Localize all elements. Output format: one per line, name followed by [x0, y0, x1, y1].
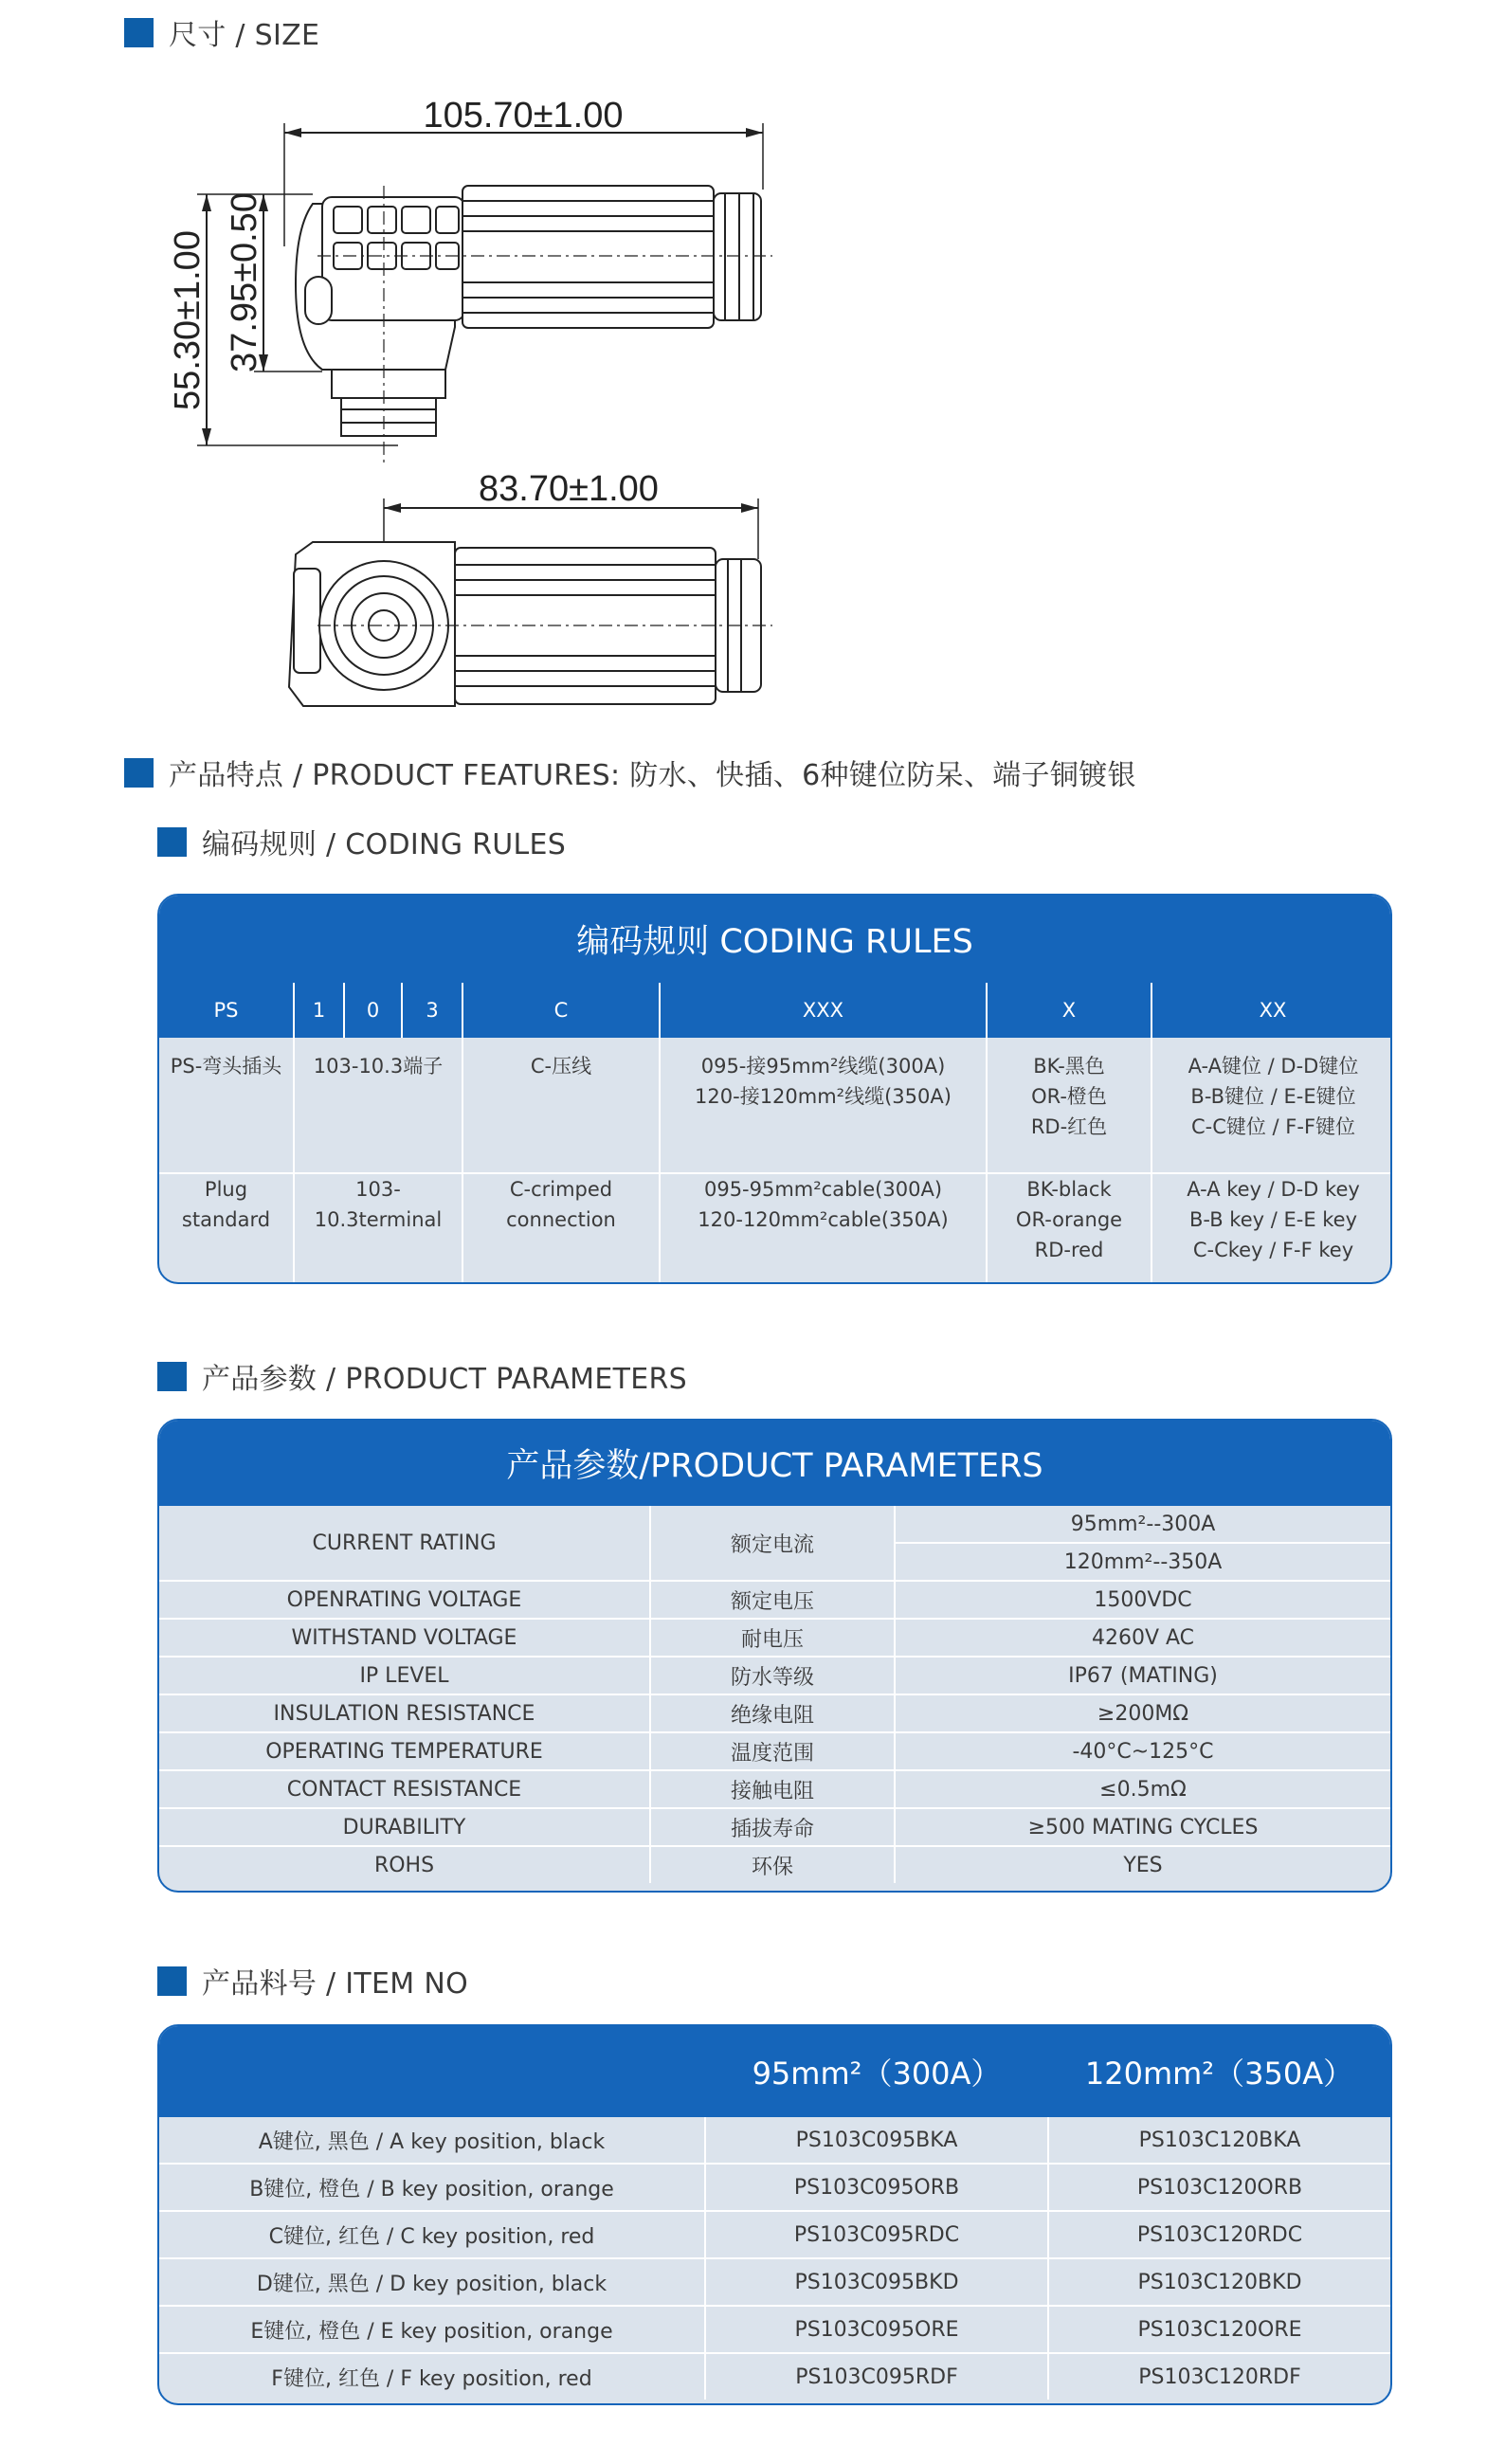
size-section-heading: 尺寸 / SIZE [124, 11, 319, 53]
dim-body-height: 37.95±0.50 [225, 192, 264, 372]
coding-rules-table [159, 983, 1392, 1284]
code-cell: BK-黑色 OR-橙色 RD-红色 [987, 1038, 1151, 1173]
param-row [159, 1581, 1390, 1619]
param-en: WITHSTAND VOLTAGE [159, 1619, 650, 1657]
code-cell: Plug standard [159, 1173, 294, 1284]
dim-bottom-width: 83.70±1.00 [479, 469, 659, 509]
item-row [159, 2306, 1390, 2353]
item-code: PS103C120RDC [1048, 2211, 1390, 2258]
code-col-3: 3 [402, 983, 462, 1038]
section-marker-icon [124, 758, 154, 788]
param-cn: 温度范围 [650, 1732, 895, 1770]
param-value: ≤0.5mΩ [895, 1770, 1390, 1808]
section-marker-icon [157, 1966, 187, 1996]
item-code: PS103C120ORB [1048, 2164, 1390, 2211]
param-cn: 接触电阻 [650, 1770, 895, 1808]
param-row [159, 1808, 1390, 1846]
connector-front-view [289, 542, 761, 706]
item-row [159, 2117, 1390, 2164]
section-marker-icon [124, 18, 154, 47]
param-value: 4260V AC [895, 1619, 1390, 1657]
param-cn: 额定电压 [650, 1581, 895, 1619]
param-row [159, 1694, 1390, 1732]
item-code: PS103C120BKD [1048, 2258, 1390, 2306]
item-no-table [159, 2117, 1390, 2400]
coding-rules-card [157, 894, 1392, 1284]
item-code: PS103C095RDC [705, 2211, 1048, 2258]
param-en: ROHS [159, 1846, 650, 1883]
item-code: PS103C095ORB [705, 2164, 1048, 2211]
param-en: OPERATING TEMPERATURE [159, 1732, 650, 1770]
param-row [159, 1846, 1390, 1883]
code-col-c: C [462, 983, 660, 1038]
item-code: PS103C095ORE [705, 2306, 1048, 2353]
param-row [159, 1657, 1390, 1694]
dimension-drawing [0, 57, 1505, 739]
item-no-header [159, 2026, 1390, 2117]
item-row [159, 2164, 1390, 2211]
param-value: 95mm²--300A [895, 1506, 1390, 1543]
param-cn: 耐电压 [650, 1619, 895, 1657]
item-desc: A键位, 黑色 / A key position, black [159, 2117, 705, 2164]
param-row [159, 1770, 1390, 1808]
param-row [159, 1619, 1390, 1657]
param-row [159, 1732, 1390, 1770]
item-row [159, 2258, 1390, 2306]
param-value: ≥200MΩ [895, 1694, 1390, 1732]
param-value: 120mm²--350A [895, 1543, 1390, 1581]
item-col-120: 120mm²（350A） [1084, 2056, 1354, 2092]
param-cn: 环保 [650, 1846, 895, 1883]
item-col-95: 95mm²（300A） [752, 2056, 1002, 2092]
item-no-card [157, 2024, 1392, 2405]
connector-side-view [296, 186, 761, 436]
section-marker-icon [157, 1362, 187, 1391]
code-cell: C-压线 [462, 1038, 660, 1173]
code-cell: C-crimped connection [462, 1173, 660, 1284]
param-en: INSULATION RESISTANCE [159, 1694, 650, 1732]
param-en: CURRENT RATING [159, 1506, 650, 1581]
coding-section-heading: 编码规则 / CODING RULES [157, 821, 566, 862]
code-col-x: X [987, 983, 1151, 1038]
item-desc: D键位, 黑色 / D key position, black [159, 2258, 705, 2306]
code-cell: 103-10.3terminal [294, 1173, 462, 1284]
item-desc: C键位, 红色 / C key position, red [159, 2211, 705, 2258]
item-desc: F键位, 红色 / F key position, red [159, 2353, 705, 2400]
code-cell: 103-10.3端子 [294, 1038, 462, 1173]
coding-row-en [159, 1173, 1392, 1284]
item-row [159, 2211, 1390, 2258]
item-desc: B键位, 橙色 / B key position, orange [159, 2164, 705, 2211]
item-code: PS103C095RDF [705, 2353, 1048, 2400]
item-code: PS103C095BKA [705, 2117, 1048, 2164]
code-cell: PS-弯头插头 [159, 1038, 294, 1173]
code-col-ps: PS [159, 983, 294, 1038]
code-col-xxx: XXX [660, 983, 987, 1038]
param-value: ≥500 MATING CYCLES [895, 1808, 1390, 1846]
code-cell: 095-接95mm²线缆(300A) 120-接120mm²线缆(350A) [660, 1038, 987, 1173]
parameters-header: 产品参数/PRODUCT PARAMETERS [159, 1421, 1390, 1506]
features-section-heading: 产品特点 / PRODUCT FEATURES: 防水、快插、6种键位防呆、端子铜镀银 [124, 752, 1136, 793]
param-cn: 额定电流 [650, 1506, 895, 1581]
coding-row-cn [159, 1038, 1392, 1173]
param-en: OPENRATING VOLTAGE [159, 1581, 650, 1619]
params-section-heading: 产品参数 / PRODUCT PARAMETERS [157, 1355, 687, 1397]
code-cell: 095-95mm²cable(300A) 120-120mm²cable(350A) [660, 1173, 987, 1284]
param-cn: 防水等级 [650, 1657, 895, 1694]
item-code: PS103C120ORE [1048, 2306, 1390, 2353]
code-col-1: 1 [294, 983, 344, 1038]
param-value: 1500VDC [895, 1581, 1390, 1619]
item-code: PS103C120RDF [1138, 2364, 1301, 2389]
dim-top-width: 105.70±1.00 [423, 96, 624, 136]
param-value: IP67 (MATING) [895, 1657, 1390, 1694]
param-row-current [159, 1506, 1390, 1543]
param-en: DURABILITY [159, 1808, 650, 1846]
item-code: PS103C120BKA [1048, 2117, 1390, 2164]
coding-rules-header: 编码规则 CODING RULES [159, 896, 1390, 983]
parameters-card [157, 1419, 1392, 1893]
param-cn: 插拔寿命 [650, 1808, 895, 1846]
item-desc: E键位, 橙色 / E key position, orange [159, 2306, 705, 2353]
param-en: IP LEVEL [159, 1657, 650, 1694]
param-value: -40°C~125°C [895, 1732, 1390, 1770]
dim-total-height: 55.30±1.00 [168, 230, 208, 410]
item-section-heading: 产品料号 / ITEM NO [157, 1960, 468, 2002]
param-en: CONTACT RESISTANCE [159, 1770, 650, 1808]
code-cell: A-A key / D-D key B-B key / E-E key C-Ckey / F-F key [1187, 1178, 1360, 1261]
parameters-table [159, 1506, 1390, 1883]
code-col-xx: XX [1151, 983, 1392, 1038]
code-cell: BK-black OR-orange RD-red [987, 1173, 1151, 1284]
code-cell: A-A键位 / D-D键位 B-B键位 / E-E键位 C-C键位 / F-F键位 [1151, 1038, 1392, 1173]
param-cn: 绝缘电阻 [650, 1694, 895, 1732]
param-value: YES [1123, 1853, 1163, 1877]
code-col-0: 0 [344, 983, 402, 1038]
item-code: PS103C095BKD [705, 2258, 1048, 2306]
item-row [159, 2353, 1390, 2400]
section-marker-icon [157, 827, 187, 857]
